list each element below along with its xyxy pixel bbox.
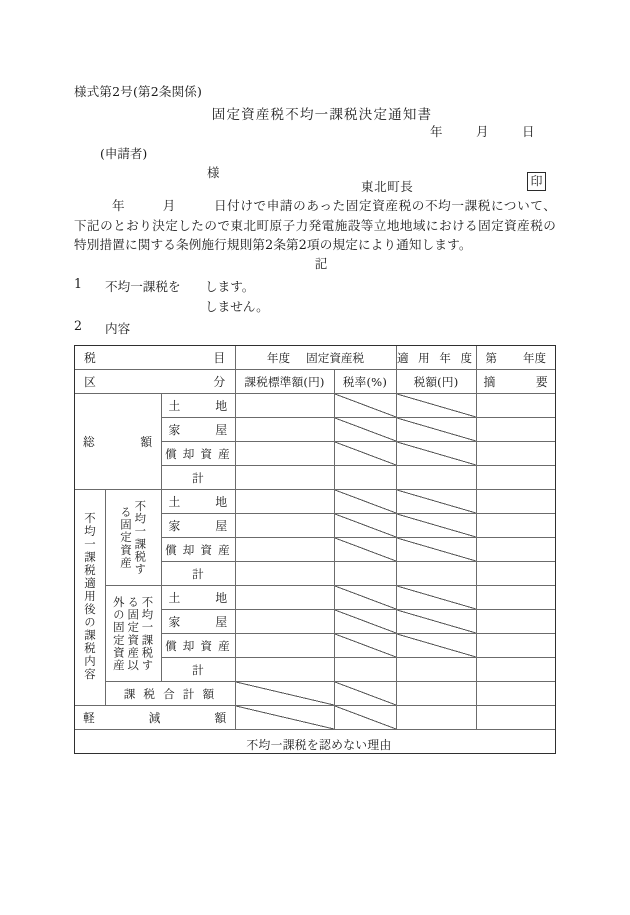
cell-tax-base[interactable] (235, 490, 334, 514)
section-label-vertical-text: 不均一課税適用後の課税内容 (82, 511, 97, 681)
cell-remarks[interactable] (476, 538, 555, 562)
cell-tax-base[interactable] (235, 418, 334, 442)
cell-tax-amount[interactable] (396, 706, 476, 730)
group-label-total (75, 394, 161, 490)
row-label-land (161, 490, 235, 514)
body-date-month: 月 (162, 198, 176, 213)
row-label-tax-grand-total (105, 682, 235, 706)
row-label-reduction-amount (75, 706, 235, 730)
cell-tax-amount[interactable] (396, 634, 476, 658)
cell-remarks[interactable] (476, 610, 555, 634)
row-label-land-left: 土 (168, 495, 181, 509)
cell-tax-amount[interactable] (396, 490, 476, 514)
cell-tax-base[interactable] (235, 562, 334, 586)
cell-remarks[interactable] (476, 586, 555, 610)
cell-tax-base[interactable] (235, 514, 334, 538)
cell-tax-base[interactable] (235, 586, 334, 610)
row-label-land (161, 586, 235, 610)
row-label-depreciable-text: 償 却 資 産 (165, 446, 231, 461)
row-label-house-right: 屋 (215, 615, 228, 629)
document-title: 固定資産税不均一課税決定通知書 (211, 107, 433, 123)
body-paragraph (74, 196, 556, 255)
row-label-house-left: 家 (168, 423, 181, 437)
addressee-honorific: 様 (207, 165, 220, 180)
cell-tax-rate[interactable] (334, 490, 396, 514)
header-tax-base-label: 課税標準額(円) (244, 374, 325, 389)
row-label-depreciable-assets (161, 442, 235, 466)
cell-tax-rate[interactable] (334, 610, 396, 634)
row-label-subtotal-text: 計 (192, 470, 204, 485)
header-division-left: 区 (84, 375, 97, 389)
header-dai-left: 第 (485, 350, 498, 365)
cell-remarks[interactable] (476, 658, 555, 682)
header-cell-tax-rate (334, 370, 396, 394)
row-label-tax-grand-total-text: 課 税 合 計 額 (123, 686, 217, 701)
reason-field[interactable] (75, 730, 555, 754)
row-label-subtotal (161, 466, 235, 490)
form-number: 様式第2号(第2条関係) (74, 84, 203, 99)
header-cell-tax-base (235, 370, 334, 394)
row-label-depreciable-text: 償 却 資 産 (165, 638, 231, 653)
item-1-option-yes[interactable]: します。 (205, 279, 255, 294)
table-row (75, 394, 555, 418)
row-label-land-left: 土 (168, 591, 181, 605)
cell-remarks[interactable] (476, 514, 555, 538)
cell-tax-rate[interactable] (334, 634, 396, 658)
cell-tax-base[interactable] (235, 394, 334, 418)
row-label-land-left: 土 (168, 399, 181, 413)
table-row (75, 682, 555, 706)
item-1-option-no[interactable]: しません。 (205, 299, 269, 314)
tax-detail-table (74, 345, 556, 754)
table-row (75, 586, 555, 610)
date-year-label: 年 (430, 124, 443, 139)
group-total-right: 額 (140, 435, 153, 449)
row-label-subtotal-text: 計 (192, 662, 204, 677)
header-year-label: 年度 (266, 350, 291, 365)
cell-tax-base[interactable] (235, 538, 334, 562)
header-tax-amount-label: 税額(円) (413, 374, 459, 389)
cell-tax-base[interactable] (235, 634, 334, 658)
cell-remarks[interactable] (476, 466, 555, 490)
row-label-subtotal-text: 計 (192, 566, 204, 581)
cell-tax-amount[interactable] (396, 442, 476, 466)
row-label-land (161, 394, 235, 418)
table-header-row-1 (75, 346, 555, 370)
reduction-label-right: 額 (214, 711, 227, 725)
issuer-name: 東北町長 (361, 179, 414, 194)
header-cell-remarks (476, 370, 555, 394)
row-label-house-left: 家 (168, 615, 181, 629)
item-1-label: 不均一課税を (105, 279, 181, 294)
row-label-house (161, 514, 235, 538)
cell-tax-amount[interactable] (396, 682, 476, 706)
row-label-land-right: 地 (215, 591, 228, 605)
row-label-land-right: 地 (215, 399, 228, 413)
subgroup-1-line-0: 不均一課税す (140, 595, 155, 672)
subgroup-0-line-0: 不均一課税す (133, 499, 148, 576)
cell-tax-amount[interactable] (396, 514, 476, 538)
issue-date-line (430, 122, 568, 140)
cell-tax-rate[interactable] (334, 586, 396, 610)
header-division-right: 分 (213, 375, 226, 389)
cell-tax-amount[interactable] (396, 466, 476, 490)
cell-tax-amount[interactable] (396, 562, 476, 586)
header-item-right: 目 (213, 351, 226, 365)
body-text: 日付けで申請のあった固定資産税の不均一課税について、下記のとおり決定したので東北町原子力発電施設等立地地域における固定資産税の特別措置に関する条例施行規則第2条第2項の規定により通知します。 (74, 198, 556, 252)
table-header-row-2 (75, 370, 555, 394)
header-apply-year-label: 適 用 年 度 (397, 350, 475, 365)
row-label-house-right: 屋 (215, 519, 228, 533)
cell-tax-base[interactable] (235, 610, 334, 634)
cell-tax-base[interactable] (235, 442, 334, 466)
date-month-label: 月 (476, 124, 489, 139)
table-row (75, 730, 555, 754)
cell-tax-amount[interactable] (396, 586, 476, 610)
row-label-house-right: 屋 (215, 423, 228, 437)
cell-tax-rate[interactable] (334, 658, 396, 682)
body-date-year: 年 (112, 198, 125, 213)
cell-tax-amount[interactable] (396, 394, 476, 418)
cell-tax-base[interactable] (235, 706, 334, 730)
header-dai-right: 年度 (523, 350, 547, 365)
group-total-left: 総 (83, 435, 96, 449)
cell-tax-amount[interactable] (396, 418, 476, 442)
cell-tax-base[interactable] (235, 658, 334, 682)
cell-tax-rate[interactable] (334, 562, 396, 586)
cell-tax-rate[interactable] (334, 418, 396, 442)
row-label-land-right: 地 (215, 495, 228, 509)
cell-tax-amount[interactable] (396, 610, 476, 634)
row-label-depreciable-assets (161, 538, 235, 562)
header-remarks-left: 摘 (483, 375, 496, 389)
header-cell-item (75, 346, 235, 370)
table-row (75, 490, 555, 514)
reduction-label-mid: 減 (148, 711, 161, 725)
cell-tax-rate[interactable] (334, 514, 396, 538)
row-label-subtotal (161, 562, 235, 586)
subgroup-0-line-1: る固定資産 (119, 506, 133, 569)
header-cell-tax-amount (396, 370, 476, 394)
row-label-house (161, 610, 235, 634)
cell-remarks[interactable] (476, 418, 555, 442)
cell-remarks[interactable] (476, 682, 555, 706)
subgroup-label-uneven-assets (105, 490, 161, 586)
reduction-label-left: 軽 (83, 711, 96, 725)
item-1-number: 1 (74, 276, 83, 291)
header-cell-dai-nendo (476, 346, 555, 370)
subgroup-label-other-assets (105, 586, 161, 682)
cell-tax-amount[interactable] (396, 658, 476, 682)
item-2-number: 2 (74, 318, 83, 333)
cell-tax-base[interactable] (235, 466, 334, 490)
row-label-subtotal (161, 658, 235, 682)
table-row (75, 706, 555, 730)
cell-remarks[interactable] (476, 490, 555, 514)
cell-remarks[interactable] (476, 634, 555, 658)
cell-remarks[interactable] (476, 394, 555, 418)
item-2-label: 内容 (105, 321, 131, 336)
ki-marker: 記 (314, 256, 328, 271)
section-label-after-application (75, 490, 105, 706)
applicant-label: (申請者) (100, 146, 148, 161)
seal-stamp-box: 印 (527, 172, 546, 191)
row-label-depreciable-assets (161, 634, 235, 658)
header-remarks-right: 要 (535, 375, 549, 389)
cell-tax-rate[interactable] (334, 442, 396, 466)
cell-tax-rate[interactable] (334, 466, 396, 490)
header-cell-year-tax (235, 346, 396, 370)
row-label-house-left: 家 (168, 519, 181, 533)
header-cell-apply-year (396, 346, 476, 370)
cell-tax-rate[interactable] (334, 682, 396, 706)
cell-remarks[interactable] (476, 442, 555, 466)
cell-tax-rate[interactable] (334, 394, 396, 418)
cell-tax-rate[interactable] (334, 706, 396, 730)
header-tax-name: 固定資産税 (306, 350, 365, 365)
cell-remarks[interactable] (476, 562, 555, 586)
row-label-house (161, 418, 235, 442)
cell-tax-amount[interactable] (396, 538, 476, 562)
cell-remarks[interactable] (476, 706, 555, 730)
date-day-label: 日 (522, 124, 535, 139)
header-cell-division (75, 370, 235, 394)
header-tax-rate-label: 税率(%) (342, 374, 388, 389)
header-item-left: 税 (84, 351, 97, 365)
reason-field-label: 不均一課税を認めない理由 (246, 738, 392, 752)
subgroup-1-line-1: る固定資産以 (126, 595, 141, 672)
cell-tax-rate[interactable] (334, 538, 396, 562)
row-label-depreciable-text: 償 却 資 産 (165, 542, 231, 557)
subgroup-1-line-2: 外の固定資産 (111, 595, 126, 672)
cell-tax-base[interactable] (235, 682, 334, 706)
